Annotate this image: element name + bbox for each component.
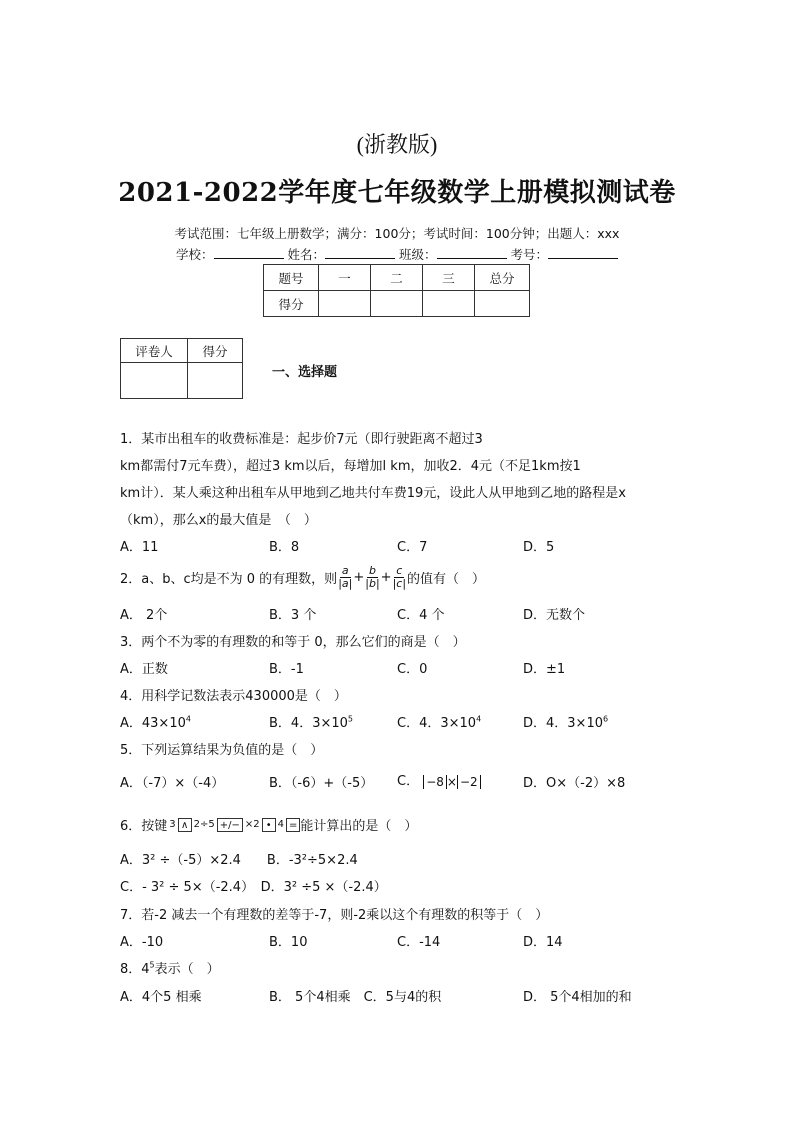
question-1-line: （km），那么x的最大值是 （ ） bbox=[120, 513, 317, 528]
student-info-line bbox=[0, 245, 794, 263]
question-7: 7．若-2 减去一个有理数的差等于-7，则-2乘以这个有理数的积等于（ ） bbox=[120, 908, 549, 923]
score-cell[interactable] bbox=[371, 291, 423, 317]
key-label: 3 bbox=[169, 819, 176, 830]
option[interactable]: C．4．$3\times 10^4$ bbox=[397, 714, 482, 731]
option[interactable]: A．4个5 相乘 bbox=[120, 990, 202, 1005]
school-field[interactable] bbox=[214, 246, 284, 259]
option[interactable]: D．5 bbox=[523, 540, 555, 555]
question-6 bbox=[120, 815, 417, 834]
question-6-suffix: 能计算出的是（ ） bbox=[300, 819, 418, 834]
grader-header-cell: 得分 bbox=[188, 339, 243, 363]
score-table bbox=[263, 264, 530, 317]
question-2-suffix: 的值有（ ） bbox=[407, 571, 486, 587]
plus-sign: + bbox=[380, 569, 392, 585]
dot-key-icon: • bbox=[262, 818, 276, 832]
section-title: 一、选择题 bbox=[272, 365, 338, 380]
abs-expression: −8 × −2 bbox=[423, 775, 480, 789]
option[interactable]: B．-1 bbox=[269, 662, 304, 677]
score-header-cell: 总分 bbox=[475, 265, 530, 291]
question-6-prefix: 6．按键 bbox=[120, 819, 168, 834]
fraction-b: $\frac{b}{|b|}$ bbox=[365, 563, 380, 590]
score-header-cell: 题号 bbox=[264, 265, 319, 291]
equals-key-icon: = bbox=[286, 818, 300, 832]
key-label: 2÷5 bbox=[193, 819, 215, 830]
score-header-cell: 二 bbox=[371, 265, 423, 291]
grader-cell[interactable] bbox=[188, 363, 243, 399]
name-field[interactable] bbox=[325, 246, 395, 259]
option[interactable]: A．11 bbox=[120, 540, 159, 555]
score-cell[interactable] bbox=[475, 291, 530, 317]
option[interactable]: D．O×（-2）×8 bbox=[523, 776, 626, 791]
option[interactable]: C．-14 bbox=[397, 935, 441, 950]
fraction-c: $\frac{c}{|c|}$ bbox=[392, 563, 407, 590]
grader-header-cell: 评卷人 bbox=[121, 339, 188, 363]
class-field[interactable] bbox=[437, 246, 507, 259]
option[interactable]: B．10 bbox=[269, 935, 308, 950]
option[interactable]: C．0 bbox=[397, 662, 428, 677]
score-cell[interactable] bbox=[319, 291, 371, 317]
plus-sign: + bbox=[353, 569, 365, 585]
score-row-label: 得分 bbox=[264, 291, 319, 317]
option[interactable]: C．7 bbox=[397, 540, 428, 555]
question-2-prefix: 2．a、b、c均是不为 0 的有理数，则 bbox=[120, 571, 338, 587]
option[interactable]: C．4 个 bbox=[397, 608, 445, 623]
option[interactable]: D．14 bbox=[523, 935, 563, 950]
option[interactable]: A．（-7）×（-4） bbox=[120, 776, 225, 791]
caret-key-icon: ∧ bbox=[178, 818, 192, 832]
option[interactable]: A．-10 bbox=[120, 935, 164, 950]
school-label: 学校： bbox=[175, 247, 214, 262]
score-header-cell: 一 bbox=[319, 265, 371, 291]
page-title: 2021-2022学年度七年级数学上册模拟测试卷 bbox=[118, 178, 676, 208]
option[interactable]: A．$43\times 10^4$ bbox=[120, 714, 191, 731]
question-1-line: km计）．某人乘这种出租车从甲地到乙地共付车费19元，设此人从甲地到乙地的路程是x bbox=[120, 486, 626, 501]
question-5: 5．下列运算结果为负值的是（ ） bbox=[120, 743, 324, 758]
option[interactable]: B．4．$3\times 10^5$ bbox=[269, 714, 353, 731]
score-header-cell: 三 bbox=[423, 265, 475, 291]
option[interactable]: B．3 个 bbox=[269, 608, 317, 623]
exam-no-label: 考号： bbox=[510, 247, 548, 262]
exam-no-field[interactable] bbox=[548, 246, 618, 259]
question-1-line: 1．某市出租车的收费标准是：起步价7元（即行驶距离不超过3 bbox=[120, 432, 483, 447]
option-line[interactable]: A．3² ÷（-5）×2.4 B．-3²÷5×2.4 bbox=[120, 853, 358, 868]
sign-key-icon: +/− bbox=[217, 818, 243, 832]
option[interactable]: A．正数 bbox=[120, 662, 168, 677]
fraction-a: $\frac{a}{|a|}$ bbox=[338, 563, 353, 590]
key-label: ×2 bbox=[244, 819, 260, 830]
score-cell[interactable] bbox=[423, 291, 475, 317]
key-label: 4 bbox=[277, 819, 285, 830]
option-line[interactable]: C．- 3² ÷ 5×（-2.4） D．3² ÷5 ×（-2.4） bbox=[120, 880, 387, 895]
name-label: 姓名： bbox=[287, 247, 325, 262]
option[interactable]: B．8 bbox=[269, 540, 300, 555]
option[interactable]: A． 2个 bbox=[120, 608, 168, 623]
option[interactable]: D． 5个4相加的和 bbox=[523, 990, 632, 1005]
grader-table bbox=[120, 338, 243, 399]
option[interactable]: D．±1 bbox=[523, 662, 566, 677]
question-3: 3．两个不为零的有理数的和等于 0，那么它们的商是（ ） bbox=[120, 635, 466, 650]
class-label: 班级： bbox=[398, 247, 437, 262]
option[interactable]: D．4．$3\times 10^6$ bbox=[523, 714, 609, 731]
option[interactable]: D．无数个 bbox=[523, 608, 586, 623]
question-2 bbox=[120, 562, 485, 592]
option[interactable]: C． −8 × −2 bbox=[397, 770, 481, 789]
grader-cell[interactable] bbox=[121, 363, 188, 399]
question-4: 4．用科学记数法表示430000是（ ） bbox=[120, 689, 347, 704]
option[interactable]: B． 5个4相乘 C．5与4的积 bbox=[269, 990, 442, 1005]
exam-info-line: 考试范围：七年级上册数学；满分：100分；考试时间：100分钟；出题人：xxx bbox=[174, 226, 620, 241]
option[interactable]: B．（-6）+（-5） bbox=[269, 776, 374, 791]
sub-title: (浙教版) bbox=[356, 132, 438, 157]
question-1-line: km都需付7元车费），超过3 km以后，每增加l km，加收2．4元（不足1km按1 bbox=[120, 459, 581, 474]
question-8: 8．$4^5$表示（ ） bbox=[120, 960, 220, 977]
